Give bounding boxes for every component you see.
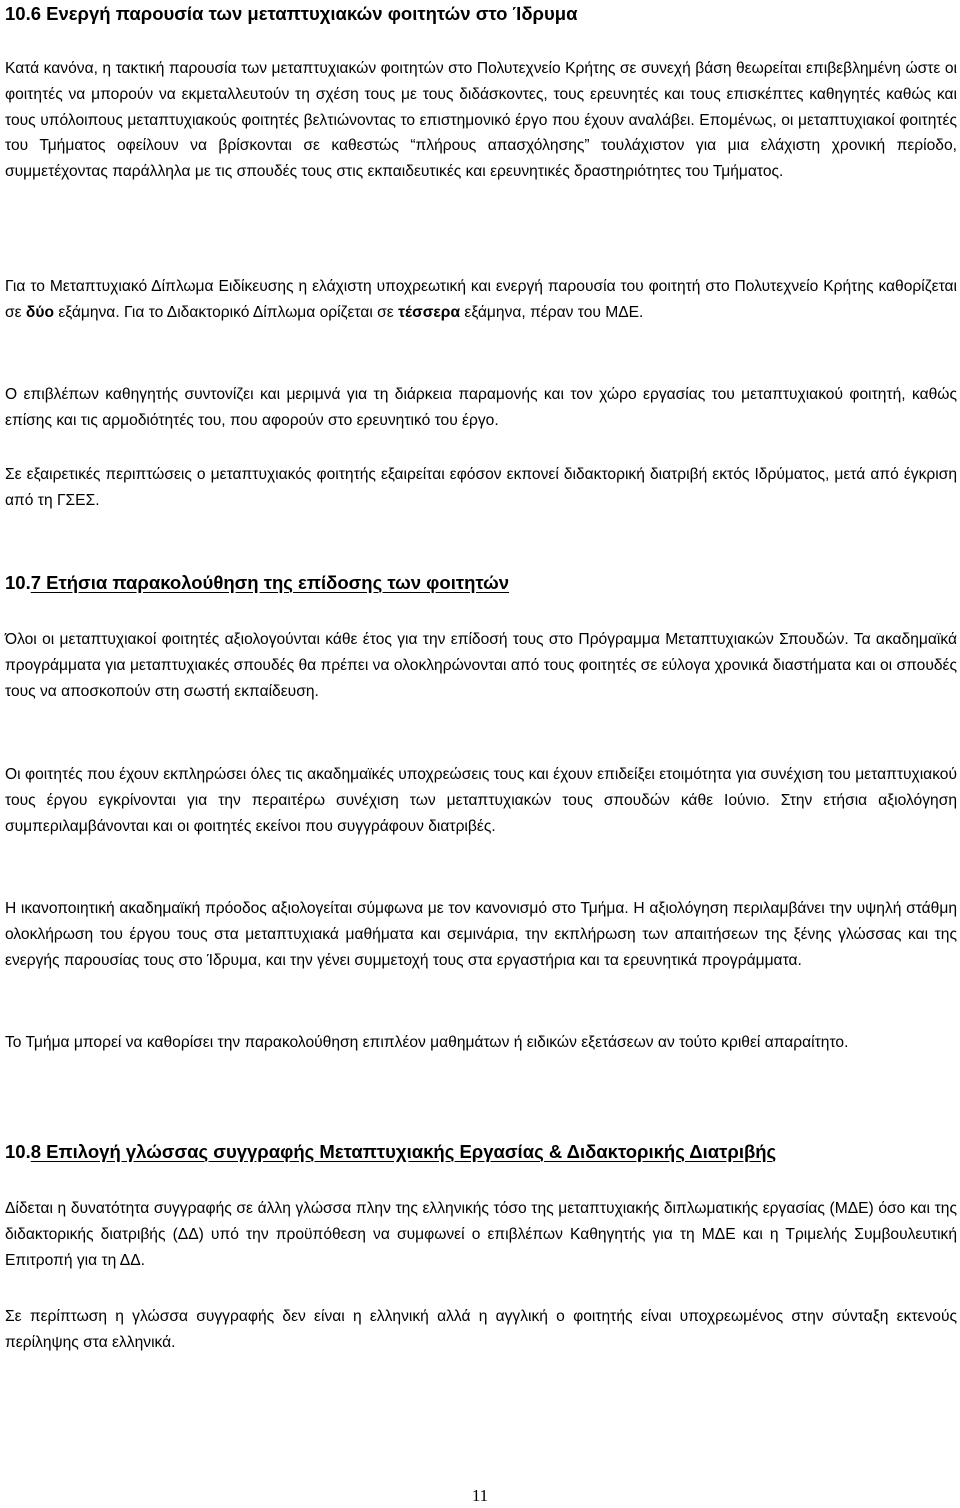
section-10-7-paragraph-1: Όλοι οι μεταπτυχιακοί φοιτητές αξιολογούνται κάθε έτος για την επίδοσή τους στο Πρόγραμμα Μεταπτυχιακών Σπουδών. Τα ακαδημαϊκά προγράμματα για μεταπτυχιακές σπουδές θα πρέπει να ολοκληρώνονται από τους φοιτητές σε εύλογα χρονικά διαστήματα και οι σπουδές τους να αποσκοπούν στη σωστή εκπαίδευση. (5, 631, 957, 700)
section-10-8-heading: 8 Επιλογή γλώσσας συγγραφής Μεταπτυχιακής Εργασίας & Διδακτορικής Διατριβής (30, 1141, 777, 1162)
p2-text-2: εξάμηνα. Για το Διδακτορικό Δίπλωμα ορίζεται σε (53, 303, 399, 321)
section-10-7-paragraph-2: Οι φοιτητές που έχουν εκπληρώσει όλες τις ακαδημαϊκές υποχρεώσεις τους και έχουν επιδείξει ετοιμότητα για συνέχιση του μεταπτυχιακού τους έργου εγκρίνονται για την περαιτέρω συνέχιση των μεταπτυχιακών τους σπουδών κάθε Ιούνιο. Στην ετήσια αξιολόγηση συμπεριλαμβάνονται και οι φοιτητές εκείνοι που συγγράφουν διατριβές. (5, 766, 957, 835)
section-10-6-title: 10.6 Ενεργή παρουσία των μεταπτυχιακών φοιτητών στο Ίδρυμα (5, 3, 578, 24)
p2-bold-four: τέσσερα (398, 303, 461, 321)
section-10-7-title (5, 570, 509, 596)
section-10-8-number: 10. (5, 1141, 31, 1162)
section-10-7-paragraph-3: Η ικανοποιητική ακαδημαϊκή πρόοδος αξιολογείται σύμφωνα με τον κανονισμό στο Τμήμα. Η αξιολόγηση περιλαμβάνει την υψηλή στάθμη ολοκλήρωση του έργου τους στα μεταπτυχιακά μαθήματα και σεμινάρια, την εκπλήρωση των απαιτήσεων της ξένης γλώσσας και της ενεργής παρουσίας τους στο Ίδρυμα, και την γένει συμμετοχή τους στα εργαστήρια και τα ερευνητικά προγράμματα. (5, 900, 957, 969)
p2-text-3: εξάμηνα, πέραν του ΜΔΕ. (460, 303, 644, 321)
section-10-8-paragraph-2: Σε περίπτωση η γλώσσα συγγραφής δεν είναι η ελληνική αλλά η αγγλική ο φοιτητής είναι υποχρεωμένος στην σύνταξη εκτενούς περίληψης στα ελληνικά. (5, 1308, 957, 1351)
section-10-7-number: 10. (5, 572, 31, 593)
p2-text-1: Για το Μεταπτυχιακό Δίπλωμα Ειδίκευσης η ελάχιστη υποχρεωτική και ενεργή παρουσία του φοιτητή στο Πολυτεχνείο Κρήτης καθορίζεται σε (5, 278, 957, 321)
section-10-7-heading: 7 Ετήσια παρακολούθηση της επίδοσης των φοιτητών (30, 572, 510, 593)
page-number: 11 (471, 1486, 489, 1505)
section-10-6-paragraph-4: Σε εξαιρετικές περιπτώσεις ο μεταπτυχιακός φοιτητής εξαιρείται εφόσον εκπονεί διδακτορική διατριβή εκτός Ιδρύματος, μετά από έγκριση από τη ΓΣΕΣ. (5, 466, 957, 509)
p2-bold-two: δύο (25, 303, 54, 321)
section-10-8-paragraph-1: Δίδεται η δυνατότητα συγγραφής σε άλλη γλώσσα πλην της ελληνικής τόσο της μεταπτυχιακής διπλωματικής εργασίας (ΜΔΕ) όσο και της διδακτορικής διατριβής (ΔΔ) υπό την προϋπόθεση να συμφωνεί ο επιβλέπων Καθηγητής για τη ΜΔΕ και η Τριμελής Συμβουλευτική Επιτροπή για τη ΔΔ. (5, 1200, 957, 1269)
document-page (5, 0, 957, 1508)
section-10-6-paragraph-2 (5, 274, 957, 326)
section-10-6-paragraph-1: Κατά κανόνα, η τακτική παρουσία των μεταπτυχιακών φοιτητών στο Πολυτεχνείο Κρήτης σε συνεχή βάση θεωρείται επιβεβλημένη ώστε οι φοιτητές να μπορούν να εκμεταλλευτούν τη σχέση τους με τους διδάσκοντες, τους ερευνητές και τους επισκέπτες καθηγητές καθώς και τους υπόλοιπους μεταπτυχιακούς φοιτητές βελτιώνοντας το επιστημονικό έργο που έχουν αναλάβει. Επομένως, οι μεταπτυχιακοί φοιτητές του Τμήματος οφείλουν να βρίσκονται σε καθεστώς “πλήρους απασχόλησης” τουλάχιστον για μια ελάχιστη χρονική περίοδο, συμμετέχοντας παράλληλα με τις σπουδές τους στις εκπαιδευτικές και ερευνητικές δραστηριότητες του Τμήματος. (5, 60, 957, 181)
section-10-6-paragraph-3: Ο επιβλέπων καθηγητής συντονίζει και μεριμνά για τη διάρκεια παραμονής και τον χώρο εργασίας του μεταπτυχιακού φοιτητή, καθώς επίσης και τις αρμοδιότητές του, που αφορούν στο ερευνητικό του έργο. (5, 386, 957, 429)
section-10-8-title (5, 1139, 776, 1165)
section-10-7-paragraph-4: Το Τμήμα μπορεί να καθορίσει την παρακολούθηση επιπλέον μαθημάτων ή ειδικών εξετάσεων αν τούτο κριθεί απαραίτητο. (5, 1034, 849, 1051)
